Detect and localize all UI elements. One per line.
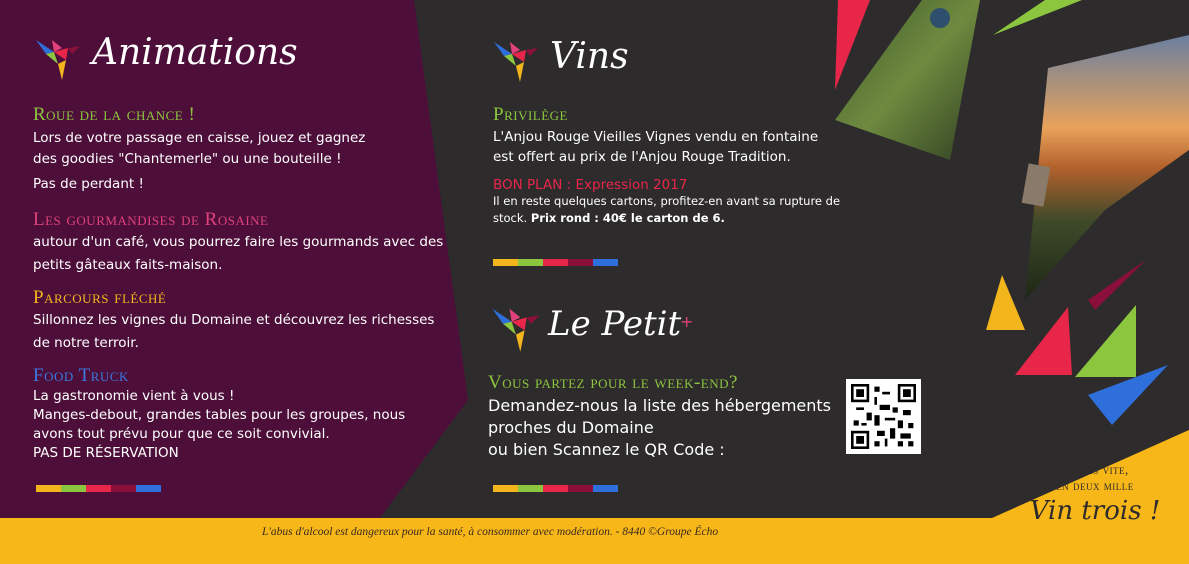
animations-title: Animations — [92, 32, 298, 73]
vins-header — [490, 32, 542, 88]
roue-heading: Roue de la chance ! — [33, 104, 196, 125]
color-strip — [36, 485, 161, 492]
promo-block — [1010, 462, 1180, 528]
weekend-text — [488, 395, 838, 461]
color-strip — [493, 485, 618, 492]
text-line: proches du Domaine — [488, 418, 654, 437]
foodtruck-heading: Food Truck — [33, 365, 129, 386]
roue-text — [33, 128, 453, 195]
text-line: Demandez-nous la liste des hébergements — [488, 396, 832, 415]
gourmandises-text — [33, 231, 453, 277]
text-line: L'Anjou Rouge Vieilles Vignes vendu en fontaine — [493, 129, 819, 145]
text-line: ou bien Scannez le QR Code : — [488, 440, 725, 459]
petit-header — [488, 298, 544, 358]
text-line: La gastronomie vient à vous ! — [33, 388, 235, 404]
text-line: autour d'un café, vous pourrez faire les gourmands avec des — [33, 234, 444, 250]
text-line — [493, 210, 853, 227]
text-line: avons tout prévu pour que ce soit convivial. — [33, 426, 330, 442]
promo-line-3: Vin trois ! — [1029, 496, 1161, 526]
promo-line-1: À très vite, — [1061, 462, 1129, 477]
promo-line-2: en deux mille — [1056, 478, 1134, 493]
text-line: Manges-debout, grandes tables pour les groupes, nous — [33, 407, 406, 423]
text-line: Pas de perdant ! — [33, 176, 144, 192]
bon-plan-text — [493, 193, 853, 227]
animations-section — [33, 104, 453, 463]
parcours-heading: Parcours fléché — [33, 287, 167, 308]
animations-header — [32, 30, 84, 86]
vins-section — [493, 104, 853, 227]
text-line: Lors de votre passage en caisse, jouez et gagnez — [33, 130, 366, 146]
price-text: Prix rond : 40€ le carton de 6. — [530, 211, 725, 225]
hummingbird-logo-icon — [32, 30, 84, 82]
bon-plan-label: BON PLAN : Expression 2017 — [493, 177, 688, 193]
petit-title: Le Petit — [548, 304, 682, 344]
petit-section — [488, 372, 838, 461]
parcours-text — [33, 309, 453, 355]
text-line: est offert au prix de l'Anjou Rouge Tradition. — [493, 149, 791, 165]
text-line: petits gâteaux faits-maison. — [33, 257, 223, 273]
color-strip — [493, 259, 618, 266]
qr-code-pattern — [851, 384, 916, 449]
text-line: PAS DE RÉSERVATION — [33, 445, 179, 461]
qr-code-icon[interactable] — [846, 379, 921, 454]
vins-title: Vins — [550, 36, 629, 77]
weekend-heading: Vous partez pour le week-end? — [488, 372, 738, 393]
gourmandises-heading: Les gourmandises de Rosaine — [33, 209, 269, 230]
hummingbird-logo-icon — [490, 32, 542, 84]
petit-plus: + — [680, 312, 694, 331]
text-line: Il en reste quelques cartons, profitez-en avant sa rupture de — [493, 194, 841, 208]
text-line: de notre terroir. — [33, 335, 139, 351]
privilege-text — [493, 127, 853, 167]
text-line: des goodies "Chantemerle" ou une bouteille ! — [33, 151, 342, 167]
privilege-heading: Privilège — [493, 104, 568, 125]
hummingbird-logo-icon — [488, 298, 544, 354]
footer-disclaimer: L'abus d'alcool est dangereux pour la santé, à consommer avec modération. - 8440 ©Groupe Écho — [262, 526, 719, 538]
text-plain: stock. — [493, 211, 528, 225]
foodtruck-text — [33, 387, 453, 463]
text-line: Sillonnez les vignes du Domaine et découvrez les richesses — [33, 312, 435, 328]
